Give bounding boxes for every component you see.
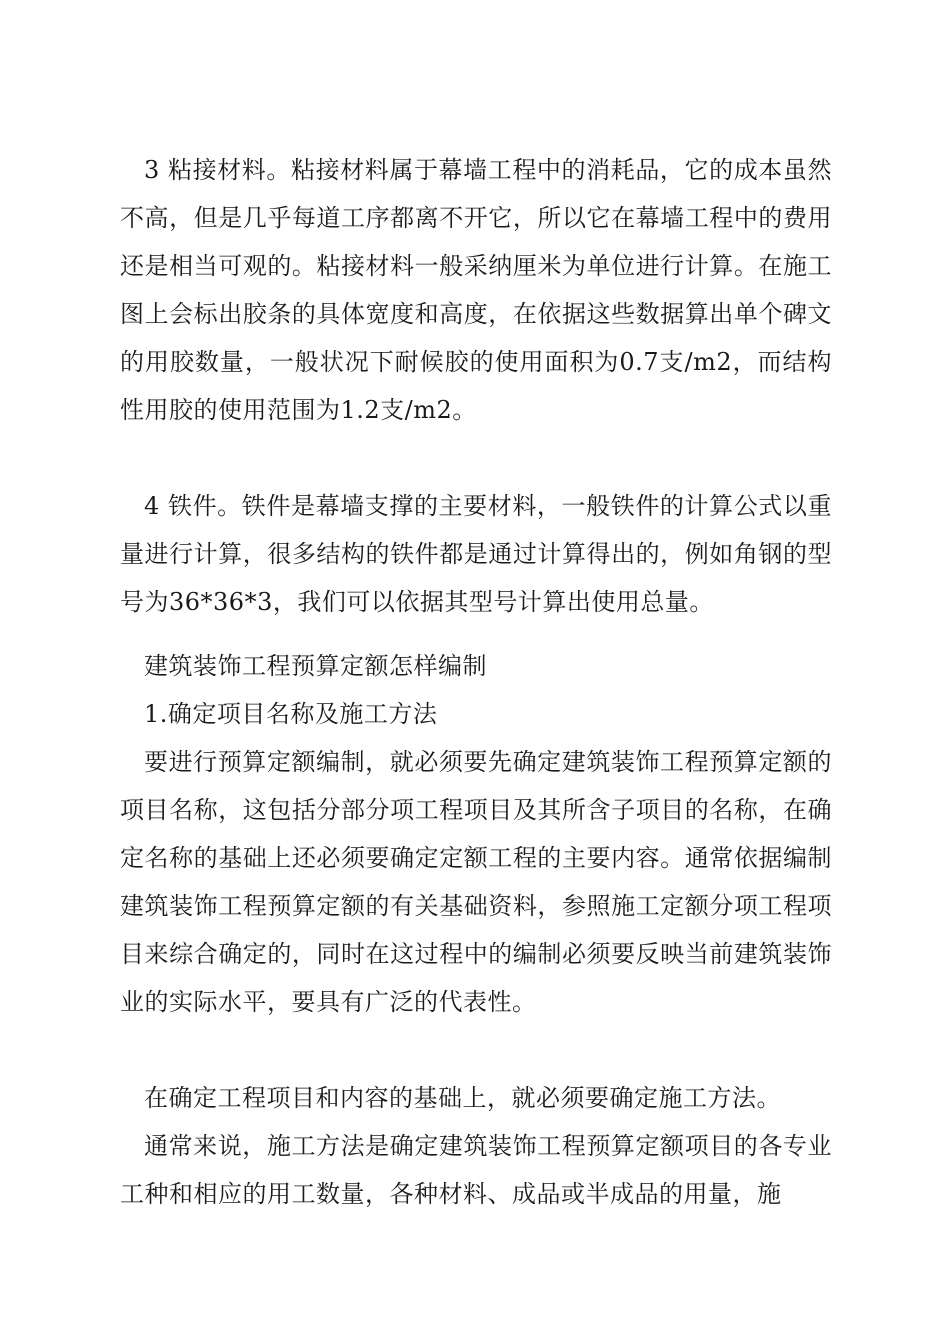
subsection-heading: 1.确定项目名称及施工方法 <box>144 700 438 728</box>
paragraph-iron-parts: 4 铁件。铁件是幕墙支撑的主要材料，一般铁件的计算公式以重量进行计算，很多结构的铁件都是通过计算得出的，例如角钢的型号为36*36*3，我们可以依据其型号计算出使用总量。 <box>120 492 832 616</box>
paragraph-adhesive-materials: 3 粘接材料。粘接材料属于幕墙工程中的消耗品，它的成本虽然不高，但是几乎每道工序都离不开它，所以它在幕墙工程中的费用还是相当可观的。粘接材料一般采纳厘米为单位进行计算。在施工图上会标出胶条的具体宽度和高度，在依据这些数据算出单个碑文的用胶数量，一般状况下耐候胶的使用面积为0.7支/m2，而结构性用胶的使用范围为1.2支/m2。 <box>120 156 832 424</box>
section-heading: 建筑装饰工程预算定额怎样编制 <box>144 652 487 680</box>
paragraph-method-detail: 通常来说，施工方法是确定建筑装饰工程预算定额项目的各专业工种和相应的用工数量，各种材料、成品或半成品的用量，施 <box>120 1132 832 1208</box>
paragraph-construction-method: 在确定工程项目和内容的基础上，就必须要确定施工方法。 <box>144 1084 781 1112</box>
paragraph-quota-compilation: 要进行预算定额编制，就必须要先确定建筑装饰工程预算定额的项目名称，这包括分部分项工程项目及其所含子项目的名称，在确定名称的基础上还必须要确定定额工程的主要内容。通常依据编制建筑装饰工程预算定额的有关基础资料，参照施工定额分项工程项目来综合确定的，同时在这过程中的编制必须要反映当前建筑装饰业的实际水平，要具有广泛的代表性。 <box>120 748 832 1016</box>
